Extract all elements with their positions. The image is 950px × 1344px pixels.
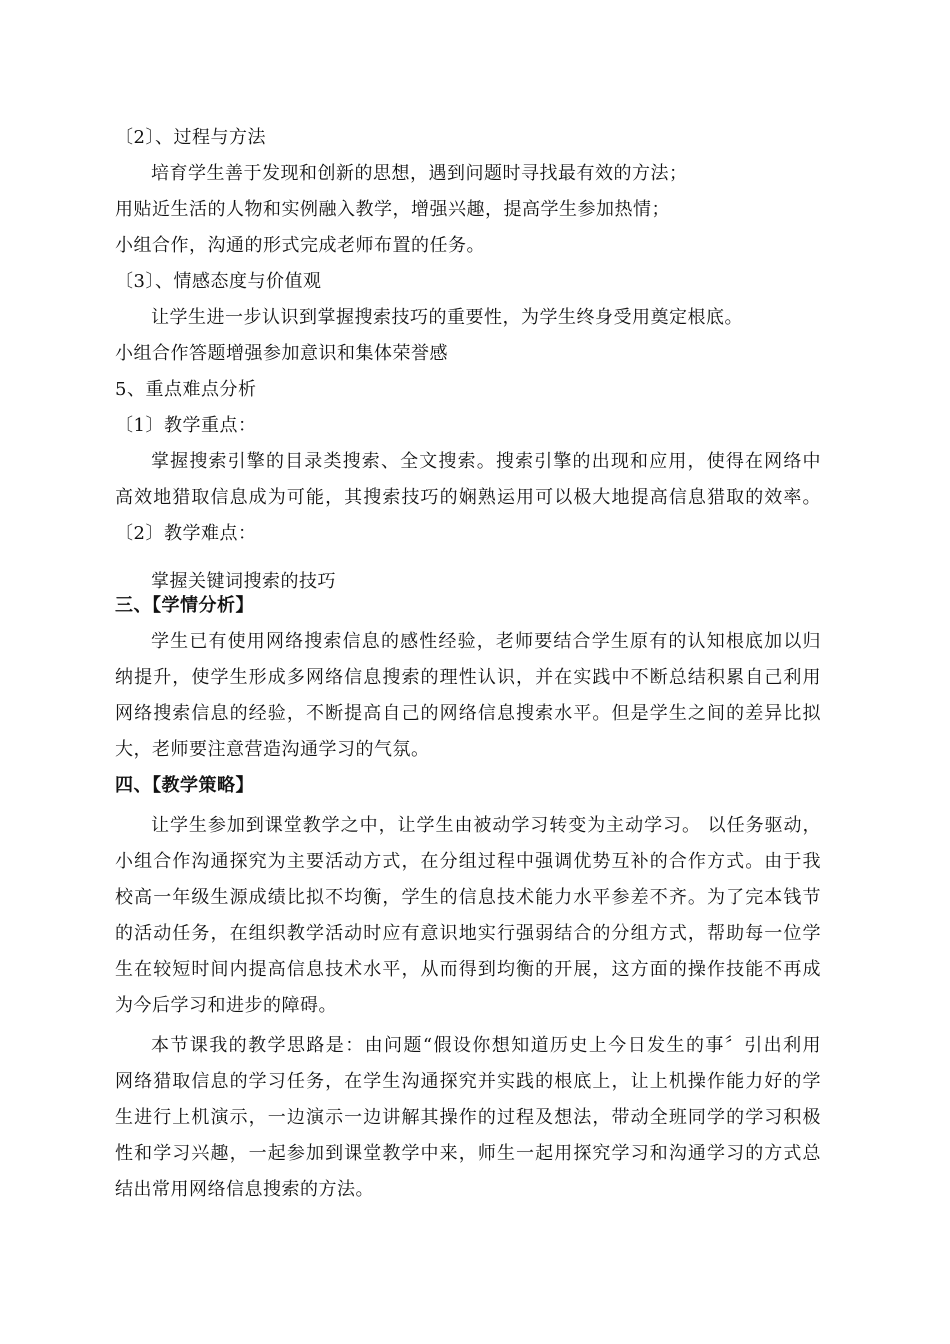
- paragraph-line: 掌握关键词搜索的技巧: [151, 571, 336, 592]
- paragraph-line: 让学生参加到课堂教学之中，让学生由被动学习转变为主动学习。 以任务驱动，: [151, 815, 821, 836]
- paragraph-line: 小组合作答题增强参加意识和集体荣誉感: [115, 343, 448, 364]
- paragraph-line: 小组合作，沟通的形式完成老师布置的任务。: [115, 235, 485, 256]
- paragraph-line: 掌握搜索引擎的目录类搜索、全文搜索。搜索引擎的出现和应用，使得在网络中: [151, 451, 821, 472]
- paragraph-line: 为今后学习和进步的障碍。: [115, 995, 337, 1016]
- paragraph-line: 生在较短时间内提高信息技术水平，从而得到均衡的开展，这方面的操作技能不再成: [115, 959, 821, 980]
- paragraph-line: 培育学生善于发现和创新的思想，遇到问题时寻找最有效的方法；: [151, 163, 688, 184]
- paragraph-line: 网络猎取信息的学习任务，在学生沟通探究并实践的根底上，让上机操作能力好的学: [115, 1071, 821, 1092]
- subsection-heading-process-method: 〔2〕、过程与方法: [115, 127, 266, 148]
- paragraph-line: 结出常用网络信息搜索的方法。: [115, 1179, 374, 1200]
- section-heading-teaching-strategy: 四、【教学策略】: [115, 775, 254, 796]
- section-heading-learning-analysis: 三、【学情分析】: [115, 595, 254, 616]
- subsection-heading-teaching-difficulty: 〔2〕教学难点：: [115, 523, 257, 544]
- subsection-heading-teaching-focus: 〔1〕教学重点：: [115, 415, 257, 436]
- paragraph-line: 大，老师要注意营造沟通学习的气氛。: [115, 739, 430, 760]
- paragraph-line: 本节课我的教学思路是：由问题“假设你想知道历史上今日发生的事〞引出利用: [151, 1035, 821, 1056]
- paragraph-line: 网络搜索信息的经验，不断提高自己的网络信息搜索水平。但是学生之间的差异比拟: [115, 703, 821, 724]
- paragraph-line: 的活动任务，在组织教学活动时应有意识地实行强弱结合的分组方式，帮助每一位学: [115, 923, 821, 944]
- paragraph-line: 用贴近生活的人物和实例融入教学，增强兴趣，提高学生参加热情；: [115, 199, 670, 220]
- section-heading-key-points: 5、重点难点分析: [115, 379, 257, 400]
- paragraph-line: 校高一年级生源成绩比拟不均衡，学生的信息技术能力水平参差不齐。为了完本钱节: [115, 887, 821, 908]
- paragraph-line: 生进行上机演示，一边演示一边讲解其操作的过程及想法，带动全班同学的学习积极: [115, 1107, 821, 1128]
- paragraph-line: 高效地猎取信息成为可能，其搜索技巧的娴熟运用可以极大地提高信息猎取的效率。: [115, 487, 821, 508]
- subsection-heading-emotion-values: 〔3〕、情感态度与价值观: [115, 271, 322, 292]
- paragraph-line: 性和学习兴趣，一起参加到课堂教学中来，师生一起用探究学习和沟通学习的方式总: [115, 1143, 821, 1164]
- paragraph-line: 纳提升，使学生形成多网络信息搜索的理性认识，并在实践中不断总结积累自己利用: [115, 667, 821, 688]
- paragraph-line: 学生已有使用网络搜索信息的感性经验，老师要结合学生原有的认知根底加以归: [151, 631, 821, 652]
- paragraph-line: 小组合作沟通探究为主要活动方式，在分组过程中强调优势互补的合作方式。由于我: [115, 851, 821, 872]
- paragraph-line: 让学生进一步认识到掌握搜索技巧的重要性，为学生终身受用奠定根底。: [151, 307, 743, 328]
